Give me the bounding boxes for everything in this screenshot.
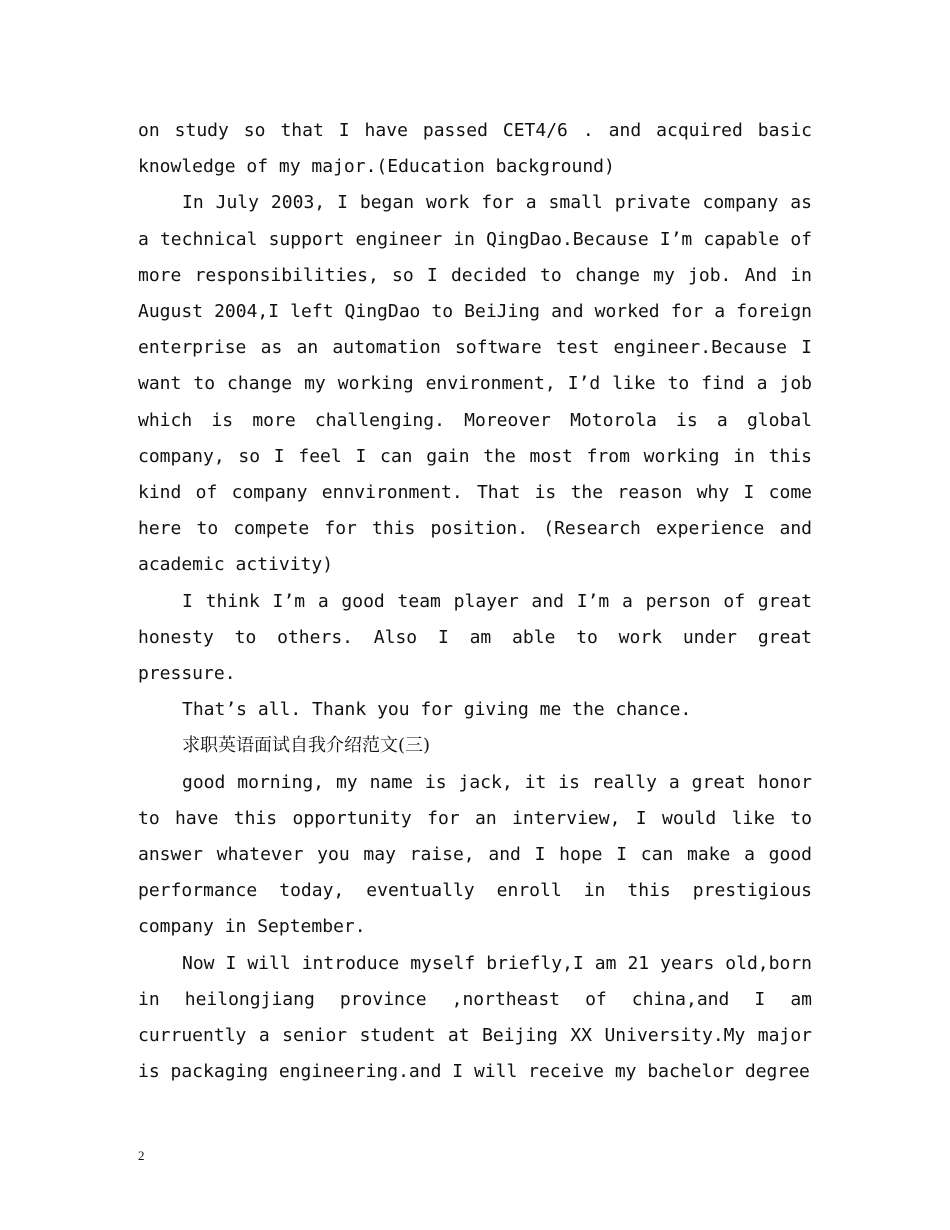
paragraph-greeting: good morning, my name is jack, it is really a great honor to have this opportunity for an interview, I would like to answer whatever you may raise, and I hope I can make a good performance today, eventually enroll in this prestigious company in September. [138, 771, 812, 938]
paragraph-introduction: Now I will introduce myself briefly,I am 21 years old,born in heilongjiang province ,northeast of china,and I am curruently a senior student at Beijing XX University.My major is packaging engineering.and I will receive my bachelor degree [138, 952, 812, 1083]
paragraph-work-experience: In July 2003, I began work for a small private company as a technical support engineer in QingDao.Because I’m capable of more responsibilities, so I decided to change my job. And in August 2004,I left QingDao to BeiJing and worked for a foreign enterprise as an automation software test engineer.Because I want to change my working environment, I’d like to find a job which is more challenging. Moreover Motorola is a global company, so I feel I can gain the most from working in this kind of company ennvironment. That is the reason why I come here to compete for this position. (Research experience and academic activity) [138, 192, 812, 576]
paragraph-personality: I think I’m a good team player and I’m a person of great honesty to others. Also I am able to work under great pressure. [138, 590, 812, 685]
paragraph-closing: That’s all. Thank you for giving me the chance. [182, 699, 692, 721]
paragraph-education-continued: on study so that I have passed CET4/6 . and acquired basic knowledge of my major.(Education background) [138, 120, 812, 178]
section-heading: 求职英语面试自我介绍范文(三) [182, 735, 431, 757]
page-number: 2 [138, 1148, 145, 1163]
body-text [138, 113, 812, 1090]
